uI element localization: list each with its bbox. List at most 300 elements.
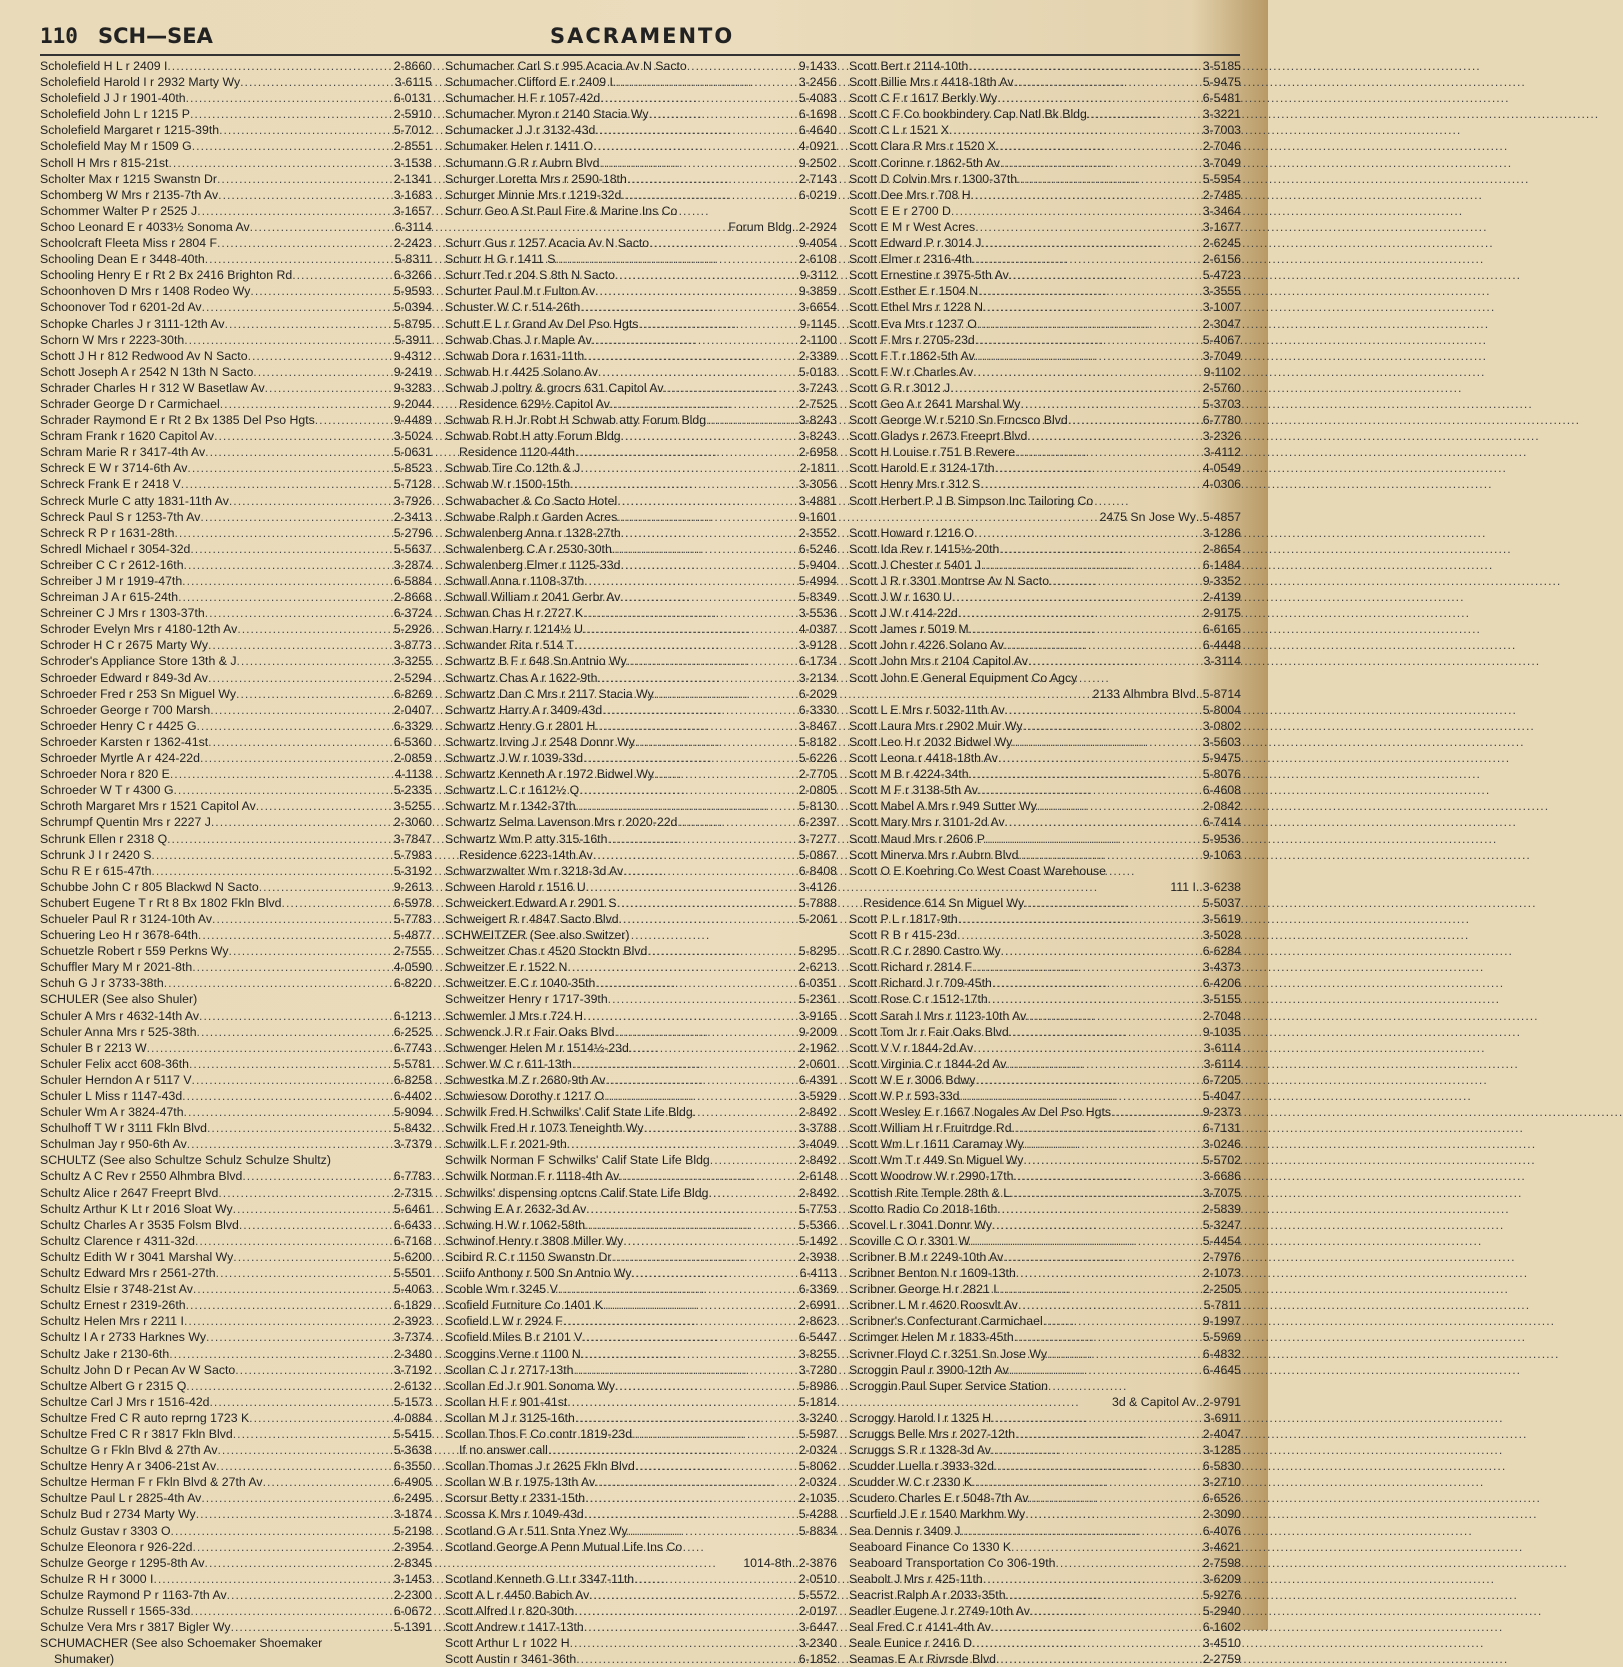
listing-phone: 9-2419 bbox=[393, 364, 432, 379]
listing-phone: 3-7075 bbox=[1202, 1185, 1241, 1200]
leader-dots bbox=[292, 267, 393, 283]
leader-dots bbox=[227, 1587, 394, 1603]
listing-entry bbox=[445, 380, 837, 396]
listing-name: Scott C L r 1521 X bbox=[849, 123, 950, 138]
listing-phone: 6-4645 bbox=[1202, 1362, 1241, 1377]
listing-column-1 bbox=[40, 58, 432, 1667]
listing-phone: 6-4391 bbox=[798, 1072, 837, 1087]
listing-name: Schroeder Myrtle A r 424-22d bbox=[40, 751, 200, 766]
leader-dots bbox=[710, 1152, 799, 1168]
listing-name: Scott Howard r 1216 O bbox=[849, 525, 975, 540]
listing-name: Scroggin Paul Super Service Station bbox=[849, 1378, 1048, 1393]
leader-dots bbox=[612, 541, 799, 557]
listing-entry bbox=[445, 1426, 837, 1442]
listing-entry bbox=[849, 1619, 1241, 1635]
leader-dots bbox=[208, 734, 394, 750]
listing-entry bbox=[445, 1185, 837, 1201]
listing-phone: 3-2134 bbox=[798, 670, 837, 685]
listing-phone: 6-5246 bbox=[798, 541, 837, 556]
listing-phone: 6-5978 bbox=[393, 895, 432, 910]
listing-phone: 6-7783 bbox=[393, 1169, 432, 1184]
listing-name: Scollan Thos F Co contr 1819-23d bbox=[445, 1426, 633, 1441]
listing-name: 3d & Capitol Av bbox=[1112, 1394, 1196, 1409]
leader-dots bbox=[219, 122, 394, 138]
listing-entry bbox=[445, 734, 837, 750]
leader-dots bbox=[210, 702, 394, 718]
listing-entry bbox=[849, 1474, 1241, 1490]
listing-entry bbox=[445, 138, 837, 154]
listing-phone: 2-7705 bbox=[798, 767, 837, 782]
listing-phone: 5-7012 bbox=[393, 123, 432, 138]
listing-entry bbox=[849, 106, 1241, 122]
leader-dots bbox=[1010, 1185, 1203, 1201]
listing-phone: 2-6958 bbox=[798, 445, 837, 460]
listing-phone: 9-1102 bbox=[1203, 364, 1241, 379]
leader-dots bbox=[649, 106, 799, 122]
leader-dots bbox=[198, 927, 394, 943]
leader-dots bbox=[972, 959, 1203, 975]
listing-name: Scott Wm T r 449 Sn Miguel Wy bbox=[849, 1153, 1024, 1168]
leader-dots bbox=[567, 959, 798, 975]
listing-entry bbox=[40, 1233, 432, 1249]
listing-entry bbox=[40, 1410, 432, 1426]
listing-entry bbox=[40, 90, 432, 106]
listing-name: 1014-8th bbox=[743, 1555, 792, 1570]
listing-entry bbox=[40, 380, 432, 396]
listing-name: Scott Elmer r 2316-4th bbox=[849, 252, 973, 267]
leader-dots bbox=[629, 1040, 799, 1056]
listing-name: Scofield L W r 2924 F bbox=[445, 1314, 563, 1329]
listing-entry bbox=[849, 1281, 1241, 1297]
listing-phone: 4-0549 bbox=[1202, 461, 1241, 476]
listing-name: Schreiman J A r 615-24th bbox=[40, 590, 179, 605]
listing-name: Scott Corinne r 1862-5th Av bbox=[849, 155, 1000, 170]
listing-name: Scholefield Margaret r 1215-39th bbox=[40, 123, 220, 138]
listing-column-2 bbox=[445, 58, 837, 1667]
listing-name: Schwalenberg C A r 2530-30th bbox=[445, 541, 612, 556]
listing-entry bbox=[445, 557, 837, 573]
listing-phone: 9-1601 bbox=[798, 509, 837, 524]
leader-dots bbox=[620, 589, 798, 605]
leader-dots bbox=[242, 1168, 393, 1184]
leader-dots bbox=[960, 1523, 1202, 1539]
listing-phone: 5-6461 bbox=[393, 1201, 432, 1216]
listing-name: Schwartz Kenneth A r 1972 Bidwel Wy bbox=[445, 767, 655, 782]
listing-entry bbox=[849, 1362, 1241, 1378]
listing-phone: 3-3056 bbox=[798, 477, 837, 492]
listing-phone: 6-2397 bbox=[798, 815, 837, 830]
listing-entry bbox=[40, 1217, 432, 1233]
listing-phone: 3-9128 bbox=[798, 638, 837, 653]
listing-name: Scrivner Floyd C r 3251 Sn Jose Wy bbox=[849, 1346, 1048, 1361]
listing-phone: 6-2495 bbox=[393, 1491, 432, 1506]
leader-dots bbox=[206, 1329, 394, 1345]
listing-entry bbox=[40, 1603, 432, 1619]
listing-name: Seal Fred C r 4141-4th Av bbox=[849, 1620, 991, 1635]
listing-entry bbox=[445, 1008, 837, 1024]
listing-phone: 3-4881 bbox=[798, 493, 837, 508]
listing-entry bbox=[849, 122, 1241, 138]
leader-dots bbox=[1016, 1265, 1203, 1281]
listing-name: Schreck E W r 3714-6th Av bbox=[40, 461, 188, 476]
listing-entry bbox=[40, 959, 432, 975]
leader-dots bbox=[997, 1281, 1203, 1297]
listing-name: Scofield Miles B r 2101 V bbox=[445, 1330, 583, 1345]
leader-dots bbox=[994, 1458, 1203, 1474]
leader-dots bbox=[231, 1619, 394, 1635]
listing-entry bbox=[40, 1523, 432, 1539]
listing-entry bbox=[445, 412, 837, 428]
listing-name: Schooling Dean E r 3448-40th bbox=[40, 252, 205, 267]
listing-name: Schwab Dora r 1631-11th bbox=[445, 348, 585, 363]
listing-phone: 3-1285 bbox=[1202, 1443, 1241, 1458]
listing-entry bbox=[40, 1394, 432, 1410]
listing-phone: 6-4402 bbox=[393, 1089, 432, 1103]
leader-dots bbox=[250, 219, 395, 235]
leader-dots bbox=[992, 975, 1203, 991]
listing-entry bbox=[40, 1651, 432, 1667]
leader-dots bbox=[991, 1410, 1203, 1426]
leader-dots bbox=[612, 1249, 799, 1265]
listing-name: Schwartz Harry A r 3409-43d bbox=[445, 702, 603, 717]
leader-dots bbox=[237, 621, 393, 637]
listing-name: Scotland G A r 511 Snta Ynez Wy bbox=[445, 1523, 628, 1538]
listing-entry bbox=[849, 1539, 1241, 1555]
leader-dots bbox=[182, 573, 394, 589]
leader-dots bbox=[574, 1362, 799, 1378]
leader-dots bbox=[996, 1651, 1203, 1667]
listing-phone: 5-8004 bbox=[1202, 702, 1241, 717]
leader-dots bbox=[1011, 1539, 1203, 1555]
listing-entry bbox=[445, 1329, 837, 1345]
listing-name: Scott Woodrow W r 2990-17th bbox=[849, 1169, 1014, 1184]
leader-dots bbox=[147, 1040, 394, 1056]
leader-dots bbox=[168, 155, 393, 171]
listing-entry bbox=[849, 1329, 1241, 1345]
listing-phone: 6-7131 bbox=[1202, 1121, 1241, 1136]
listing-entry bbox=[40, 1571, 432, 1587]
listing-name: Schwan Chas H r 2727 K bbox=[445, 606, 584, 621]
listing-name: Scott Leo H r 2032 Bidwel Wy bbox=[849, 734, 1013, 749]
leader-dots bbox=[548, 1442, 799, 1458]
leader-dots bbox=[190, 541, 393, 557]
listing-entry bbox=[40, 235, 432, 251]
listing-entry bbox=[849, 927, 1241, 943]
listing-phone: 6-1484 bbox=[1202, 557, 1241, 572]
listing-entry bbox=[40, 605, 432, 621]
listing-entry bbox=[40, 1104, 432, 1120]
listing-phone: 6-6165 bbox=[1202, 622, 1241, 637]
listing-entry bbox=[445, 573, 837, 589]
listing-name: Schueler Paul R r 3124-10th Av bbox=[40, 911, 213, 926]
listing-phone: 9-1145 bbox=[799, 316, 837, 331]
leader-dots bbox=[1017, 171, 1203, 187]
listing-name: Scott F W r Charles Av bbox=[849, 364, 974, 379]
listing-phone: 2-0805 bbox=[798, 783, 837, 798]
listing-entry bbox=[445, 1378, 837, 1394]
listing-entry bbox=[849, 219, 1241, 235]
listing-name: Schultz John D r Pecan Av W Sacto bbox=[40, 1362, 236, 1377]
leader-dots bbox=[184, 332, 394, 348]
listing-entry bbox=[849, 155, 1241, 171]
listing-name: Schulz Bud r 2734 Marty Wy bbox=[40, 1507, 196, 1522]
leader-dots bbox=[190, 106, 394, 122]
listing-name: Schurr Geo A St Paul Fire & Marine Ins Co bbox=[445, 203, 678, 218]
listing-phone: 6-4448 bbox=[1202, 638, 1241, 653]
listing-entry bbox=[849, 959, 1241, 975]
leader-dots bbox=[174, 525, 393, 541]
listing-entry bbox=[849, 991, 1241, 1007]
listing-entry bbox=[849, 637, 1241, 653]
listing-phone: 3-5155 bbox=[1202, 992, 1241, 1007]
listing-entry bbox=[445, 1088, 837, 1104]
leader-dots bbox=[1022, 718, 1202, 734]
listing-entry bbox=[445, 1313, 837, 1329]
page-city-title: SACRAMENTO bbox=[550, 24, 735, 48]
listing-name: Schulze Eleonora r 926-22d bbox=[40, 1539, 193, 1554]
listing-name: Schuler Wm A r 3824-47th bbox=[40, 1105, 184, 1120]
listing-entry bbox=[849, 943, 1241, 959]
listing-entry bbox=[445, 316, 837, 332]
listing-entry bbox=[445, 187, 837, 203]
listing-name: Schuffler Mary M r 2021-8th bbox=[40, 960, 193, 975]
listing-name: Schultz A C Rev r 2550 Alhmbra Blvd bbox=[40, 1169, 243, 1184]
leader-dots bbox=[654, 766, 799, 782]
listing-name: Scotto Radio Co 2018-16th bbox=[849, 1201, 998, 1216]
listing-name: Schwilk Fred H r 1073 Teneighth Wy bbox=[445, 1121, 644, 1136]
listing-entry bbox=[849, 1346, 1241, 1362]
listing-name: Scott M B r 4224-34th bbox=[849, 767, 969, 782]
leader-dots bbox=[263, 1474, 394, 1490]
listing-entry bbox=[40, 299, 432, 315]
leader-dots bbox=[1001, 943, 1203, 959]
page-range: SCH—SEA bbox=[98, 24, 213, 48]
listing-name: Scudder Luella r 3933-32d bbox=[849, 1459, 994, 1474]
listing-entry bbox=[40, 895, 432, 911]
leader-dots bbox=[248, 348, 394, 364]
listing-entry bbox=[445, 1136, 837, 1152]
listing-entry bbox=[445, 1120, 837, 1136]
listing-name: Schuering Leo H r 3678-64th bbox=[40, 928, 198, 943]
leader-dots bbox=[997, 90, 1203, 106]
listing-entry bbox=[849, 1201, 1241, 1217]
listing-phone: 5-2335 bbox=[393, 783, 432, 798]
listing-phone: 5-9276 bbox=[1202, 1587, 1241, 1602]
listing-phone: 3-7926 bbox=[393, 493, 432, 508]
leader-dots bbox=[977, 316, 1203, 332]
listing-name: 2133 Alhmbra Blvd bbox=[1092, 686, 1196, 701]
leader-dots bbox=[595, 122, 798, 138]
listing-entry bbox=[445, 1571, 837, 1587]
listing-entry bbox=[849, 1136, 1241, 1152]
listing-name: Scott Wesley E r 1667 Nogales Av Del Pso Hgts bbox=[849, 1105, 1112, 1120]
listing-entry bbox=[445, 1458, 837, 1474]
listing-entry bbox=[849, 1233, 1241, 1249]
listing-phone: 6-1852 bbox=[798, 1652, 837, 1667]
listing-name: Scott Virginia C r 1844-2d Av bbox=[849, 1056, 1007, 1071]
listing-name: Sea Dennis r 3409 J bbox=[849, 1523, 961, 1538]
listing-entry bbox=[445, 702, 837, 718]
listing-phone: 6-3550 bbox=[393, 1459, 432, 1474]
listing-phone: 3-6114 bbox=[1203, 1056, 1241, 1071]
leader-dots bbox=[556, 251, 799, 267]
listing-name: Schwilk L F r 2021-9th bbox=[445, 1137, 567, 1152]
listing-entry bbox=[40, 670, 432, 686]
listing-entry bbox=[849, 766, 1241, 782]
listing-name: Scroggy Harold I r 1325 H bbox=[849, 1410, 992, 1425]
listing-entry bbox=[40, 1281, 432, 1297]
listing-name: Scott J W r 414-22d bbox=[849, 606, 958, 621]
listing-entry bbox=[849, 863, 1241, 879]
listing-name: Schultze Herman F r Fkln Blvd & 27th Av bbox=[40, 1475, 263, 1490]
leader-dots bbox=[619, 911, 799, 927]
leader-dots bbox=[225, 316, 394, 332]
listing-entry bbox=[849, 1635, 1241, 1651]
listing-name: Schoonover Tod r 6201-2d Av bbox=[40, 300, 202, 315]
listing-entry bbox=[40, 58, 432, 74]
listing-entry bbox=[40, 1474, 432, 1490]
listing-entry bbox=[445, 106, 837, 122]
leader-dots bbox=[211, 814, 394, 830]
listing-phone: 2-7143 bbox=[798, 171, 837, 186]
listing-name: Scott W E r 3006 Bdwy bbox=[849, 1072, 976, 1087]
listing-phone: 5-0183 bbox=[798, 364, 837, 379]
listing-name: Schwinof Henry r 3808 Miller Wy bbox=[445, 1233, 624, 1248]
listing-entry bbox=[849, 670, 1241, 686]
listing-phone: 6-1698 bbox=[798, 107, 837, 122]
listing-entry bbox=[849, 1168, 1241, 1184]
leader-dots bbox=[1014, 1329, 1203, 1345]
leader-dots bbox=[608, 991, 799, 1007]
listing-entry bbox=[445, 74, 837, 90]
leader-dots bbox=[233, 1426, 394, 1442]
leader-dots bbox=[969, 766, 1203, 782]
listing-phone: 3-5603 bbox=[1202, 734, 1241, 749]
listing-phone: 3-8467 bbox=[798, 718, 837, 733]
listing-entry bbox=[849, 734, 1241, 750]
listing-phone: 2-8492 bbox=[798, 1185, 837, 1200]
listing-entry bbox=[40, 541, 432, 557]
listing-name: Scott D Colvin Mrs r 1300-37th bbox=[849, 171, 1018, 186]
leader-dots bbox=[708, 1185, 798, 1201]
listing-name: Scott H Louise r 751 B Revere bbox=[849, 445, 1016, 460]
listing-entry bbox=[445, 1072, 837, 1088]
listing-entry bbox=[849, 1088, 1241, 1104]
leader-dots bbox=[265, 380, 394, 396]
listing-phone: 3-4126 bbox=[798, 879, 837, 894]
listing-phone: 6-7780 bbox=[1202, 413, 1241, 428]
leader-dots bbox=[1018, 847, 1202, 863]
leader-dots bbox=[582, 1329, 798, 1345]
listing-name: Scribner Benton N r 1609-13th bbox=[849, 1266, 1016, 1281]
leader-dots bbox=[975, 219, 1203, 235]
listing-phone: 2-5839 bbox=[1202, 1201, 1241, 1216]
listing-phone: 6-8258 bbox=[393, 1072, 432, 1087]
listing-entry bbox=[40, 1619, 432, 1635]
listing-entry bbox=[40, 1040, 432, 1056]
listing-phone: 6-8220 bbox=[393, 976, 432, 991]
listing-name: Scott Geo A r 2641 Marshal Wy bbox=[849, 396, 1021, 411]
listing-phone: 2-6213 bbox=[798, 960, 837, 975]
listing-name: Schwer W C r 611-13th bbox=[445, 1056, 572, 1071]
listing-name: Scruggs S R r 1328-3d Av bbox=[849, 1443, 991, 1458]
listing-name: Schwab Robt H atty Forum Bldg bbox=[445, 429, 621, 444]
listing-phone: 2-9175 bbox=[1202, 606, 1241, 621]
listing-phone: 5-2926 bbox=[393, 622, 432, 637]
listing-name: Scott Edward P r 3014 J bbox=[849, 236, 982, 251]
listing-name: Schwing E A r 2632-3d Av bbox=[445, 1201, 587, 1216]
leader-dots bbox=[235, 1362, 393, 1378]
listing-entry bbox=[849, 573, 1241, 589]
listing-name: Schulze Raymond P r 1163-7th Av bbox=[40, 1587, 227, 1602]
listing-entry bbox=[40, 686, 432, 702]
listing-phone: 3-6447 bbox=[798, 1620, 837, 1635]
leader-dots bbox=[595, 718, 798, 734]
leader-dots bbox=[595, 1474, 799, 1490]
listing-name: Schreiner C J Mrs r 1303-37th bbox=[40, 606, 205, 621]
listing-name: SCHULER (See also Shuler) bbox=[40, 992, 198, 1007]
listing-phone: 3-0246 bbox=[1202, 1137, 1241, 1152]
listing-entry bbox=[445, 863, 837, 879]
listing-name: Schreck Murle C atty 1831-11th Av bbox=[40, 493, 229, 508]
listing-phone: 3-8255 bbox=[798, 1346, 837, 1361]
listing-name: Schroeder Edward r 849-3d Av bbox=[40, 670, 208, 685]
leader-dots bbox=[217, 1442, 393, 1458]
leader-dots bbox=[192, 959, 394, 975]
listing-name: Schween Harold r 1516 U bbox=[445, 879, 586, 894]
leader-dots bbox=[1005, 702, 1203, 718]
listing-name: Schurr H G r 1411 S bbox=[445, 252, 556, 267]
leader-dots bbox=[200, 509, 393, 525]
listing-entry bbox=[849, 1056, 1241, 1072]
listing-phone: 5-5781 bbox=[393, 1056, 432, 1071]
listing-entry bbox=[849, 493, 1241, 509]
listing-name: Schwemler J Mrs r 724 H bbox=[445, 1008, 584, 1023]
listing-phone: 3-1286 bbox=[1202, 525, 1241, 540]
listing-name: Scott Alfred I r 820-30th bbox=[445, 1604, 575, 1618]
listing-phone: 3-7374 bbox=[393, 1330, 432, 1345]
listing-entry bbox=[849, 171, 1241, 187]
leader-dots bbox=[1047, 1346, 1203, 1362]
listing-name: Schurger Minnie Mrs r 1219-32d bbox=[445, 187, 622, 202]
leader-dots bbox=[1003, 1249, 1202, 1265]
listing-phone: 6-1829 bbox=[393, 1298, 432, 1313]
listing-name: Schoolcraft Fleeta Miss r 2804 F bbox=[40, 236, 218, 251]
listing-phone: 6-4113 bbox=[799, 1266, 837, 1281]
listing-phone: 6-6526 bbox=[1202, 1491, 1241, 1506]
listing-name: Forum Bldg bbox=[728, 219, 792, 234]
listing-entry bbox=[40, 798, 432, 814]
leader-dots bbox=[602, 702, 799, 718]
listing-phone: 6-5884 bbox=[393, 574, 432, 588]
listing-name: Scott Richard r 2814 F bbox=[849, 960, 973, 975]
listing-phone: 6-3329 bbox=[393, 718, 432, 733]
leader-dots bbox=[632, 1265, 800, 1281]
leader-dots bbox=[256, 798, 394, 814]
leader-dots bbox=[170, 766, 395, 782]
listing-phone: 2-3090 bbox=[1202, 1507, 1241, 1522]
listing-phone: 3-3555 bbox=[1202, 284, 1241, 299]
leader-dots bbox=[187, 460, 393, 476]
listing-phone: 9-3859 bbox=[798, 284, 837, 299]
leader-dots bbox=[212, 911, 394, 927]
leader-dots bbox=[617, 509, 798, 525]
listing-phone: 6-2029 bbox=[798, 686, 837, 701]
listing-entry bbox=[849, 782, 1241, 798]
listing-name: Schrumpf Quentin Mrs r 2227 J bbox=[40, 815, 211, 830]
listing-name: Scott James r 5019 M bbox=[849, 622, 969, 637]
leader-dots bbox=[983, 299, 1203, 315]
